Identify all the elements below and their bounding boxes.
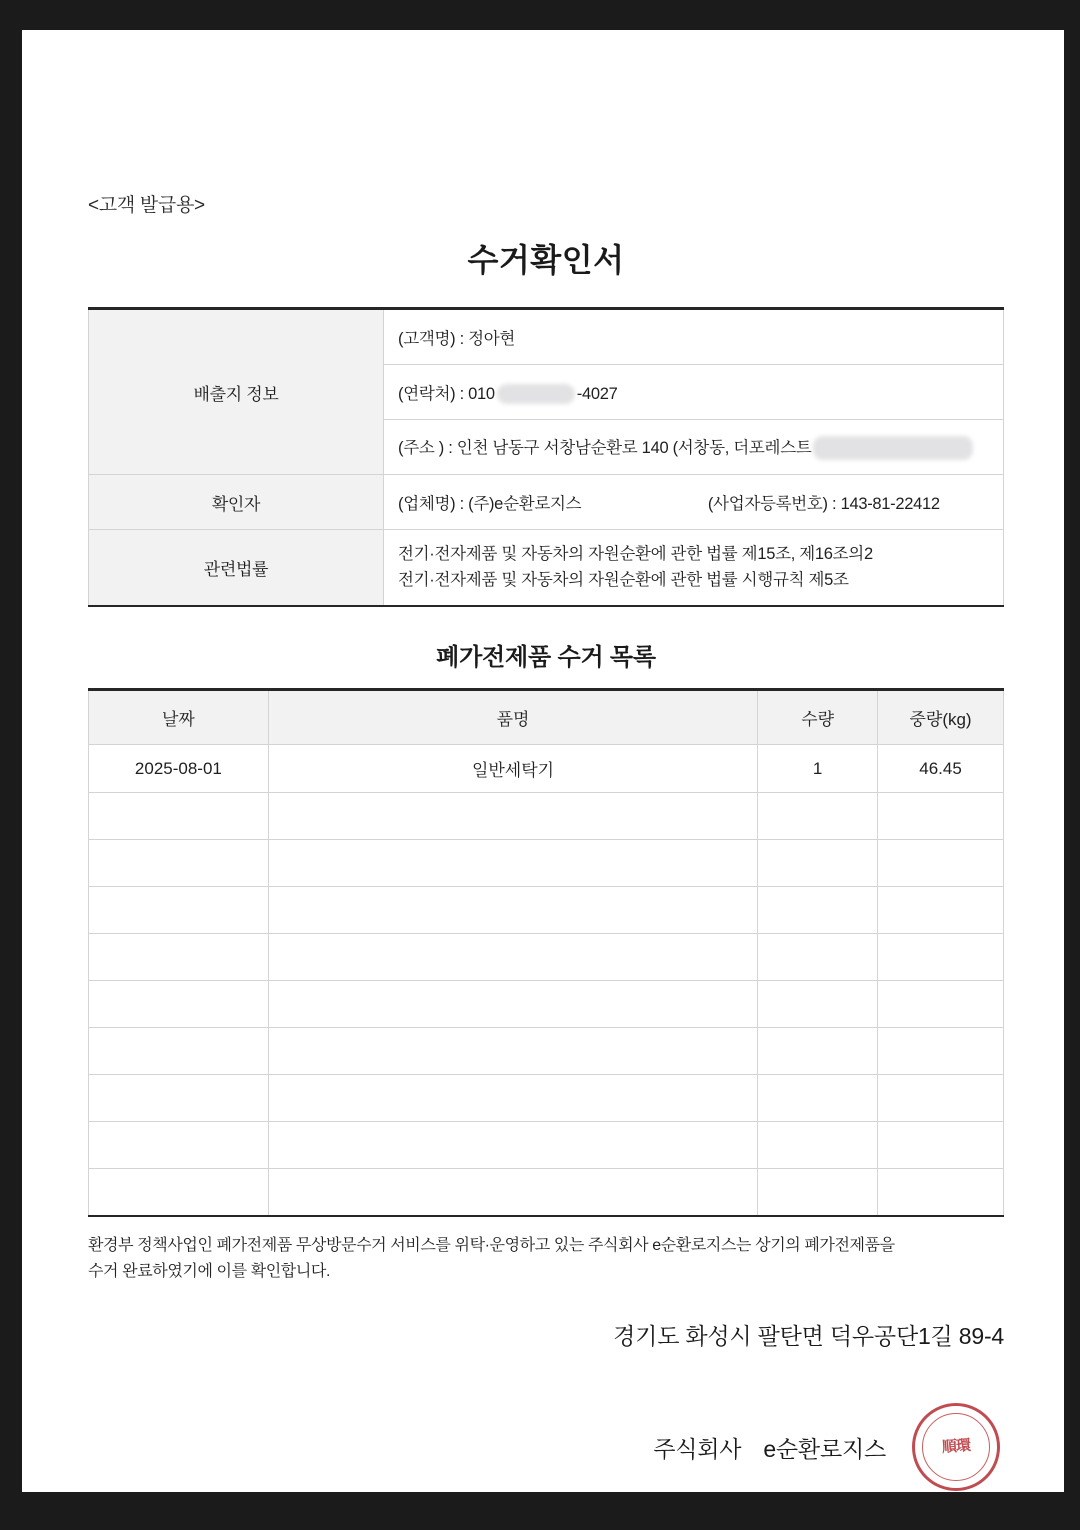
cell-weight: 46.45 <box>878 745 1004 793</box>
table-row <box>89 1122 1004 1169</box>
cell-name <box>268 793 757 840</box>
cell-name <box>268 1122 757 1169</box>
customer-name-value: (고객명) : 정아현 <box>384 309 1004 365</box>
law-line-1: 전기·전자제품 및 자동차의 자원순환에 관한 법률 제15조, 제16조의2 <box>398 545 873 563</box>
items-table <box>88 688 1004 1217</box>
company-seal-icon <box>912 1403 1000 1491</box>
cell-weight <box>878 1169 1004 1217</box>
cell-weight <box>878 1122 1004 1169</box>
cell-weight <box>878 793 1004 840</box>
cell-date: 2025-08-01 <box>89 745 269 793</box>
note-line-1: 환경부 정책사업인 폐가전제품 무상방문수거 서비스를 위탁·운영하고 있는 주식회사 e순환로지스는 상기의 폐가전제품을 <box>88 1237 895 1255</box>
cell-date <box>89 1028 269 1075</box>
law-line-2: 전기·전자제품 및 자동차의 자원순환에 관한 법률 시행규칙 제5조 <box>398 570 849 589</box>
table-row <box>89 793 1004 840</box>
items-table-header-row <box>89 690 1004 745</box>
cell-name: 일반세탁기 <box>268 745 757 793</box>
cell-date <box>89 887 269 934</box>
table-row <box>89 1075 1004 1122</box>
cell-name <box>268 981 757 1028</box>
confirmer-label: 확인자 <box>89 475 384 530</box>
cell-date <box>89 793 269 840</box>
table-row <box>89 475 1004 530</box>
business-number: (사업자등록번호) : 143-81-22412 <box>707 495 940 513</box>
signature-corp-label: 주식회사 <box>653 1435 742 1462</box>
cell-qty <box>758 1028 878 1075</box>
cell-weight <box>878 887 1004 934</box>
column-header-weight: 중량(kg) <box>878 690 1004 745</box>
cell-name <box>268 1169 757 1217</box>
table-row <box>89 309 1004 365</box>
cell-qty <box>758 1169 878 1217</box>
cell-qty <box>758 840 878 887</box>
table-row <box>89 745 1004 793</box>
cell-weight <box>878 981 1004 1028</box>
cell-date <box>89 934 269 981</box>
note-line-2: 수거 완료하였기에 이를 확인합니다. <box>88 1262 331 1280</box>
cell-weight <box>878 840 1004 887</box>
table-row <box>89 1028 1004 1075</box>
confirmer-value <box>384 475 1004 530</box>
column-header-name: 품명 <box>268 690 757 745</box>
redaction-blob <box>813 436 973 460</box>
cell-weight <box>878 1075 1004 1122</box>
cell-qty <box>758 934 878 981</box>
cell-qty <box>758 793 878 840</box>
table-row <box>89 887 1004 934</box>
table-row <box>89 934 1004 981</box>
page-title: 수거확인서 <box>467 242 625 278</box>
table-row <box>89 1169 1004 1217</box>
cell-qty: 1 <box>758 745 878 793</box>
cell-qty <box>758 887 878 934</box>
cell-name <box>268 934 757 981</box>
document-body <box>88 190 1004 1491</box>
column-header-qty: 수량 <box>758 690 878 745</box>
cell-date <box>89 840 269 887</box>
cell-qty <box>758 1122 878 1169</box>
cell-name <box>268 1075 757 1122</box>
table-row <box>89 840 1004 887</box>
cell-date <box>89 1169 269 1217</box>
address-prefix: (주소 ) : 인천 남동구 서창남순환로 140 (서창동, 더포레스트 <box>398 438 812 457</box>
list-title: 폐가전제품 수거 목록 <box>436 644 656 672</box>
cell-weight <box>878 1028 1004 1075</box>
discharge-info-label: 배출지 정보 <box>89 309 384 475</box>
confirmation-note <box>88 1233 1004 1284</box>
issue-tag: <고객 발급용> <box>88 195 205 216</box>
signature-row <box>88 1403 1004 1491</box>
phone-value <box>384 365 1004 420</box>
cell-name <box>268 840 757 887</box>
info-table <box>88 307 1004 607</box>
cell-date <box>89 1075 269 1122</box>
law-value <box>384 530 1004 607</box>
phone-prefix: (연락처) : 010 <box>398 384 495 403</box>
table-row <box>89 981 1004 1028</box>
company-name: (업체명) : (주)e순환로지스 <box>398 495 582 513</box>
redaction-blob <box>497 384 575 404</box>
address-value <box>384 420 1004 475</box>
cell-qty <box>758 981 878 1028</box>
cell-name <box>268 887 757 934</box>
cell-name <box>268 1028 757 1075</box>
table-row <box>89 530 1004 607</box>
document-page <box>22 30 1064 1492</box>
column-header-date: 날짜 <box>89 690 269 745</box>
cell-date <box>89 981 269 1028</box>
cell-weight <box>878 934 1004 981</box>
cell-date <box>89 1122 269 1169</box>
phone-suffix: -4027 <box>576 384 618 403</box>
law-label: 관련법률 <box>89 530 384 607</box>
seal-text: 順環 <box>941 1437 971 1457</box>
company-address: 경기도 화성시 팔탄면 덕우공단1길 89-4 <box>613 1323 1004 1350</box>
signature-company-name: e순환로지스 <box>763 1435 886 1462</box>
cell-qty <box>758 1075 878 1122</box>
